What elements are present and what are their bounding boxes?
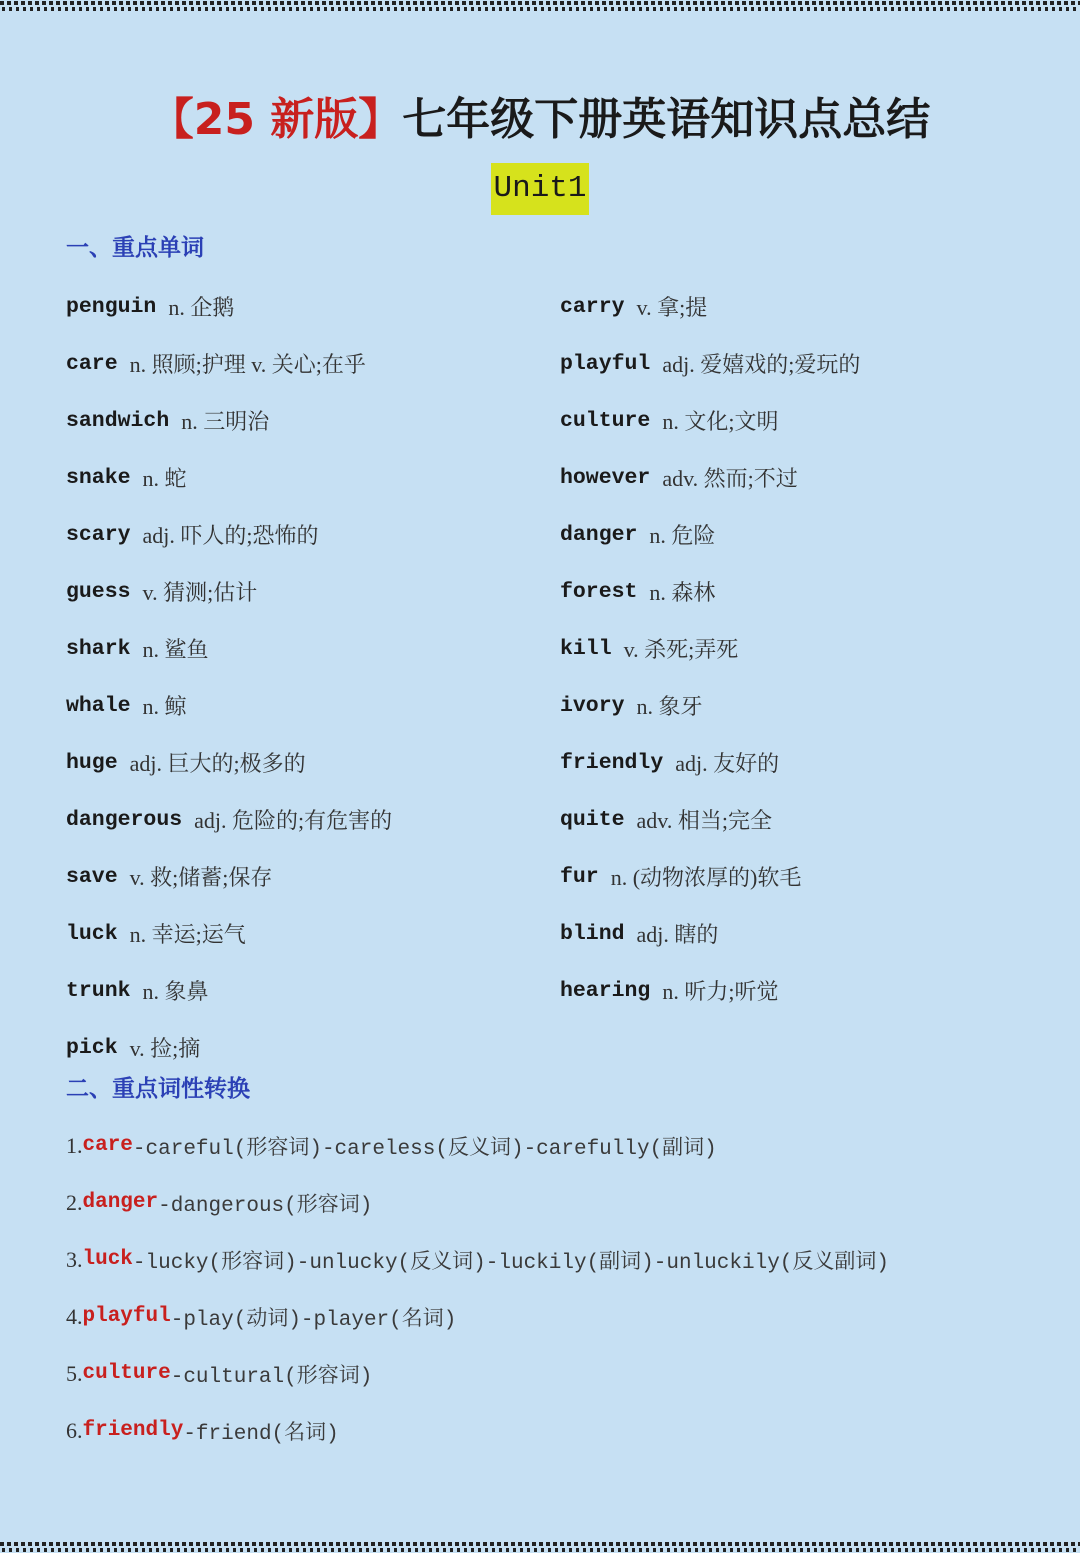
unit-label-wrap [0, 163, 1080, 215]
key-word: culture [82, 1362, 171, 1385]
vocab-definition: adj. 瞎的 [636, 922, 719, 947]
unit-label: Unit1 [491, 163, 588, 215]
vocab-item [66, 734, 392, 791]
vocab-item [560, 506, 860, 563]
vocab-word: carry [560, 294, 625, 319]
vocab-item [66, 1019, 392, 1076]
vocab-definition: v. 杀死;弄死 [623, 637, 739, 662]
vocab-item [560, 620, 860, 677]
vocab-item [560, 848, 860, 905]
word-form-item [66, 1288, 889, 1345]
vocab-item [66, 278, 392, 335]
vocab-word: hearing [560, 978, 651, 1003]
top-dotted-border [0, 1, 1080, 11]
vocab-definition: n. 幸运;运气 [129, 922, 246, 947]
vocab-definition: n. 蛇 [142, 466, 187, 491]
vocab-item [66, 335, 392, 392]
vocab-item [560, 677, 860, 734]
vocab-item [560, 392, 860, 449]
vocab-definition: adj. 巨大的;极多的 [129, 751, 306, 776]
vocab-definition: n. 鲨鱼 [142, 637, 209, 662]
vocab-word: friendly [560, 750, 664, 775]
vocab-definition: n. 森林 [649, 580, 716, 605]
vocab-item [560, 734, 860, 791]
key-word: playful [82, 1305, 171, 1328]
vocab-definition: adj. 吓人的;恐怖的 [142, 523, 319, 548]
derived-forms: -lucky(形容词)-unlucky(反义词)-luckily(副词)-unluckily(反义副词) [132, 1251, 890, 1275]
vocab-item [66, 848, 392, 905]
vocab-item [66, 449, 392, 506]
vocab-word: care [66, 351, 118, 376]
vocab-item [560, 278, 860, 335]
vocab-item [560, 449, 860, 506]
derived-forms: -play(动词)-player(名词) [170, 1308, 457, 1332]
vocab-definition: v. 捡;摘 [129, 1036, 201, 1061]
vocab-item [560, 791, 860, 848]
vocab-definition: adv. 相当;完全 [636, 808, 772, 833]
vocab-definition: adj. 友好的 [675, 751, 780, 776]
vocab-word: penguin [66, 294, 157, 319]
word-form-item [66, 1402, 889, 1459]
vocab-definition: n. 三明治 [181, 409, 270, 434]
word-form-list [66, 1117, 889, 1459]
vocab-definition: adv. 然而;不过 [662, 466, 798, 491]
vocab-item [560, 962, 860, 1019]
vocab-word: whale [66, 693, 131, 718]
title-main-text: 七年级下册英语知识点总结 [402, 94, 931, 145]
vocab-definition: n. 企鹅 [168, 295, 235, 320]
vocab-item [66, 620, 392, 677]
vocab-word: sandwich [66, 408, 170, 433]
key-word: friendly [82, 1419, 184, 1442]
vocab-word: ivory [560, 693, 625, 718]
vocab-word: forest [560, 579, 638, 604]
vocab-definition: v. 猜测;估计 [142, 580, 258, 605]
vocab-word: save [66, 864, 118, 889]
vocab-word: guess [66, 579, 131, 604]
vocab-item [560, 905, 860, 962]
key-word: care [82, 1134, 133, 1157]
vocab-word: blind [560, 921, 625, 946]
vocab-word: quite [560, 807, 625, 832]
vocab-definition: n. 危险 [649, 523, 716, 548]
vocab-word: trunk [66, 978, 131, 1003]
vocab-word: huge [66, 750, 118, 775]
vocab-word: luck [66, 921, 118, 946]
title-edition-tag: 【25 新版】 [149, 94, 403, 145]
vocab-column-left [66, 278, 392, 1076]
vocab-item [66, 905, 392, 962]
vocab-definition: n. (动物浓厚的)软毛 [610, 865, 802, 890]
item-number: 1. [66, 1132, 83, 1158]
vocab-word: scary [66, 522, 131, 547]
derived-forms: -dangerous(形容词) [158, 1194, 373, 1218]
section-heading-word-forms: 二、重点词性转换 [66, 1076, 250, 1102]
page-title [0, 92, 1080, 148]
key-word: luck [82, 1248, 133, 1271]
vocab-definition: adj. 爱嬉戏的;爱玩的 [662, 352, 861, 377]
vocab-word: danger [560, 522, 638, 547]
vocab-definition: v. 拿;提 [636, 295, 708, 320]
key-word: danger [82, 1191, 159, 1214]
item-number: 2. [66, 1189, 83, 1215]
word-form-item [66, 1231, 889, 1288]
vocab-definition: n. 鲸 [142, 694, 187, 719]
derived-forms: -cultural(形容词) [170, 1365, 373, 1389]
word-form-item [66, 1117, 889, 1174]
vocab-word: snake [66, 465, 131, 490]
vocab-item [66, 791, 392, 848]
section-heading-vocabulary: 一、重点单词 [66, 235, 204, 261]
word-form-item [66, 1174, 889, 1231]
vocab-word: culture [560, 408, 651, 433]
word-form-item [66, 1345, 889, 1402]
vocab-item [66, 563, 392, 620]
vocab-word: pick [66, 1035, 118, 1060]
vocab-definition: n. 照顾;护理 v. 关心;在乎 [129, 352, 366, 377]
derived-forms: -careful(形容词)-careless(反义词)-carefully(副词) [132, 1137, 717, 1161]
vocab-definition: v. 救;储蓄;保存 [129, 865, 273, 890]
vocab-word: however [560, 465, 651, 490]
item-number: 6. [66, 1417, 83, 1443]
vocab-definition: n. 象鼻 [142, 979, 209, 1004]
derived-forms: -friend(名词) [183, 1422, 339, 1446]
vocab-definition: n. 象牙 [636, 694, 703, 719]
vocab-item [560, 563, 860, 620]
vocab-item [66, 677, 392, 734]
vocab-word: shark [66, 636, 131, 661]
vocab-definition: n. 文化;文明 [662, 409, 779, 434]
vocab-definition: n. 听力;听觉 [662, 979, 779, 1004]
item-number: 5. [66, 1360, 83, 1386]
vocab-item [66, 392, 392, 449]
bottom-dotted-border [0, 1542, 1080, 1552]
vocab-word: playful [560, 351, 651, 376]
vocab-item [66, 962, 392, 1019]
item-number: 4. [66, 1303, 83, 1329]
vocab-word: kill [560, 636, 612, 661]
item-number: 3. [66, 1246, 83, 1272]
vocab-item [66, 506, 392, 563]
vocab-item [560, 335, 860, 392]
vocab-word: dangerous [66, 807, 183, 832]
vocab-column-right [560, 278, 860, 1019]
vocab-word: fur [560, 864, 599, 889]
vocab-definition: adj. 危险的;有危害的 [194, 808, 393, 833]
